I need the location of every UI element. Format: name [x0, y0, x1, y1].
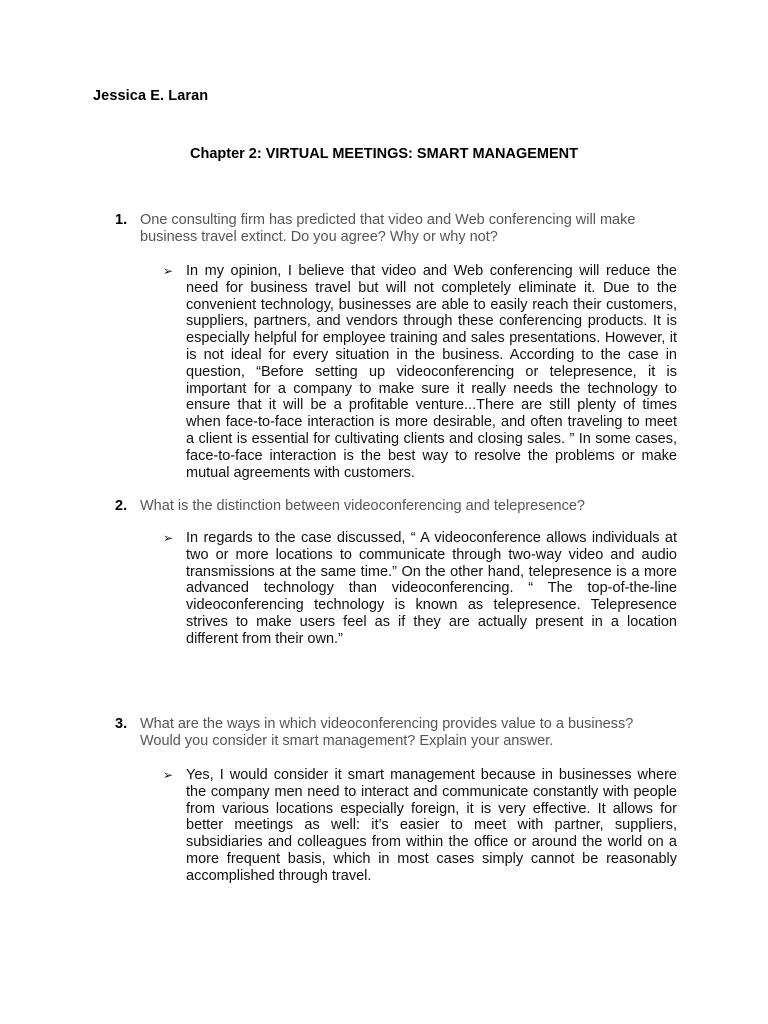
question-number: 1. [115, 212, 128, 228]
question-number: 3. [115, 716, 128, 732]
answer-text: In regards to the case discussed, “ A videoconference allows individuals at two or more locations to communicate through two-way video and audio transmissions at the same time.” On the other hand, telepresence is a more advanced technology than videoconferencing. “ The top-of-the-line videoconferencing technology is known as telepresence. Telepresence strives to make users feel as if they are actually present in a location different from their own.” [186, 530, 677, 647]
answer-text: Yes, I would consider it smart management because in businesses where the company men need to interact and communicate constantly with people from various locations especially foreign, it is very effective. It allows for better meetings as well: it’s easier to meet with partner, suppliers, subsidiaries and colleagues from within the office or around the world on a more frequent basis, which in most cases simply cannot be reasonably accomplished through travel. [186, 767, 677, 884]
author-name: Jessica E. Laran [93, 88, 209, 104]
question-text: One consulting firm has predicted that video and Web conferencing will make business travel extinct. Do you agree? Why or why not? [140, 212, 636, 245]
question-number: 2. [115, 498, 128, 514]
answer-text: In my opinion, I believe that video and Web conferencing will reduce the need for business travel but will not completely eliminate it. Due to the convenient technology, businesses are able to easily reach their customers, suppliers, partners, and vendors through these conferencing products. It is especially helpful for employee training and sales presentations. However, it is not ideal for every situation in the business. According to the case in question, “Before setting up videoconferencing or telepresence, it is important for a company to make sure it really needs the technology to ensure that it will be a profitable venture...There are still plenty of times when face-to-face interaction is more desirable, and often traveling to meet a client is essential for cultivating clients and closing sales. ” In some cases, face-to-face interaction is the best way to resolve the problems or make mutual agreements with customers. [186, 263, 677, 481]
arrow-bullet-icon: ➢ [163, 531, 174, 545]
arrow-bullet-icon: ➢ [163, 264, 174, 278]
question-text: What is the distinction between videoconferencing and telepresence? [140, 498, 585, 514]
chapter-title-text: Chapter 2: VIRTUAL MEETINGS: SMART MANAGEMENT [189, 146, 579, 162]
question-text: What are the ways in which videoconferencing provides value to a business? Would you consider it smart management? Explain your answer. [140, 716, 634, 749]
arrow-bullet-icon: ➢ [163, 768, 174, 782]
chapter-title [0, 146, 768, 162]
